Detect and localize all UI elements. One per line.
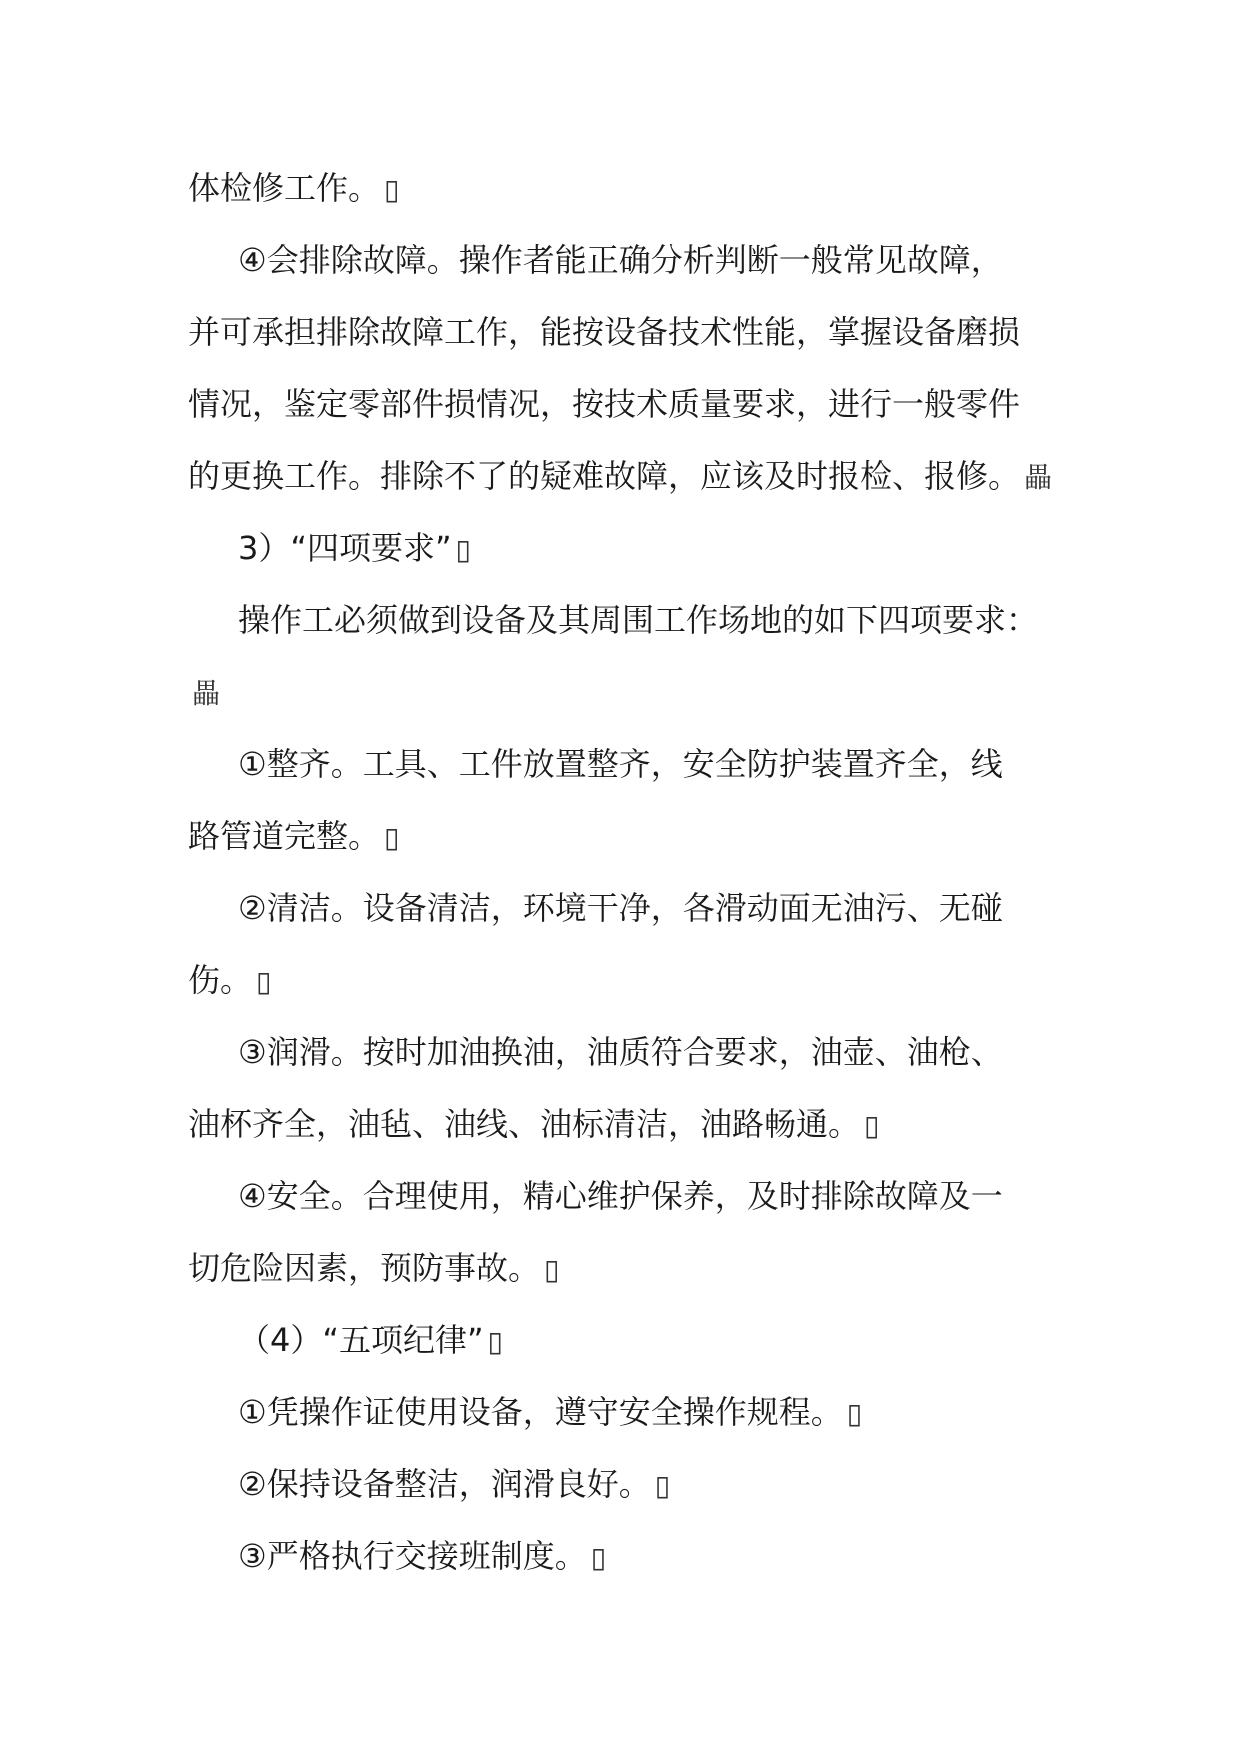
text-line — [188, 1160, 1068, 1232]
line-text: ②保持设备整洁，润滑良好。 — [238, 1465, 651, 1503]
text-line — [188, 872, 1068, 944]
text-line — [188, 1016, 1068, 1088]
text-line — [188, 1304, 1068, 1376]
text-line — [188, 1232, 1068, 1304]
text-line — [188, 440, 1068, 512]
line-end-mark: ▯ — [487, 1325, 503, 1358]
text-line — [188, 1520, 1068, 1592]
line-text: ③润滑。按时加油换油，油质符合要求，油壶、油枪、 — [238, 1033, 1003, 1071]
line-end-mark: ▯ — [455, 533, 471, 566]
line-text: 情况，鉴定零部件损情况，按技术质量要求，进行一般零件 — [188, 385, 1021, 423]
line-end-mark: ▯ — [654, 1469, 671, 1502]
document-body — [188, 152, 1068, 1592]
text-line — [188, 1448, 1068, 1520]
text-line — [188, 1088, 1068, 1160]
text-line — [188, 512, 1068, 584]
line-text: 操作工必须做到设备及其周围工作场地的如下四项要求： — [238, 601, 1039, 639]
text-line — [188, 944, 1068, 1016]
text-line — [188, 656, 1068, 728]
text-line — [188, 1376, 1068, 1448]
text-line — [188, 152, 1068, 224]
line-text: （4）“五项纪律” — [238, 1321, 484, 1359]
line-end-mark: ▯ — [256, 965, 272, 998]
text-line — [188, 584, 1068, 656]
line-end-mark: 畾 — [192, 677, 221, 710]
line-text: 油杯齐全，油毡、油线、油标清洁，油路畅通。 — [188, 1105, 861, 1143]
line-text: 3）“四项要求” — [238, 529, 452, 567]
line-text: ④会排除故障。操作者能正确分析判断一般常见故障， — [238, 241, 1003, 279]
line-text: 路管道完整。 — [188, 817, 381, 855]
line-text: 伤。 — [188, 961, 253, 999]
line-text: 切危险因素，预防事故。 — [188, 1249, 541, 1287]
line-end-mark: 畾 — [1024, 461, 1053, 494]
line-text: 的更换工作。排除不了的疑难故障，应该及时报检、报修。 — [188, 457, 1021, 495]
line-end-mark: ▯ — [544, 1253, 560, 1286]
text-line — [188, 296, 1068, 368]
line-end-mark: ▯ — [384, 821, 400, 854]
text-line — [188, 728, 1068, 800]
line-text: ①整齐。工具、工件放置整齐，安全防护装置齐全，线 — [238, 745, 1003, 783]
line-end-mark: ▯ — [384, 173, 400, 206]
line-text: 体检修工作。 — [188, 169, 381, 207]
line-text: ②清洁。设备清洁，环境干净，各滑动面无油污、无碰 — [238, 889, 1003, 927]
line-end-mark: ▯ — [846, 1397, 863, 1430]
line-end-mark: ▯ — [864, 1109, 880, 1142]
line-end-mark: ▯ — [590, 1541, 607, 1574]
line-text: ③严格执行交接班制度。 — [238, 1537, 587, 1575]
text-line — [188, 224, 1068, 296]
text-line — [188, 368, 1068, 440]
line-text: 并可承担排除故障工作，能按设备技术性能，掌握设备磨损 — [188, 313, 1021, 351]
line-text: ①凭操作证使用设备，遵守安全操作规程。 — [238, 1393, 843, 1431]
text-line — [188, 800, 1068, 872]
line-text: ④安全。合理使用，精心维护保养，及时排除故障及一 — [238, 1177, 1003, 1215]
